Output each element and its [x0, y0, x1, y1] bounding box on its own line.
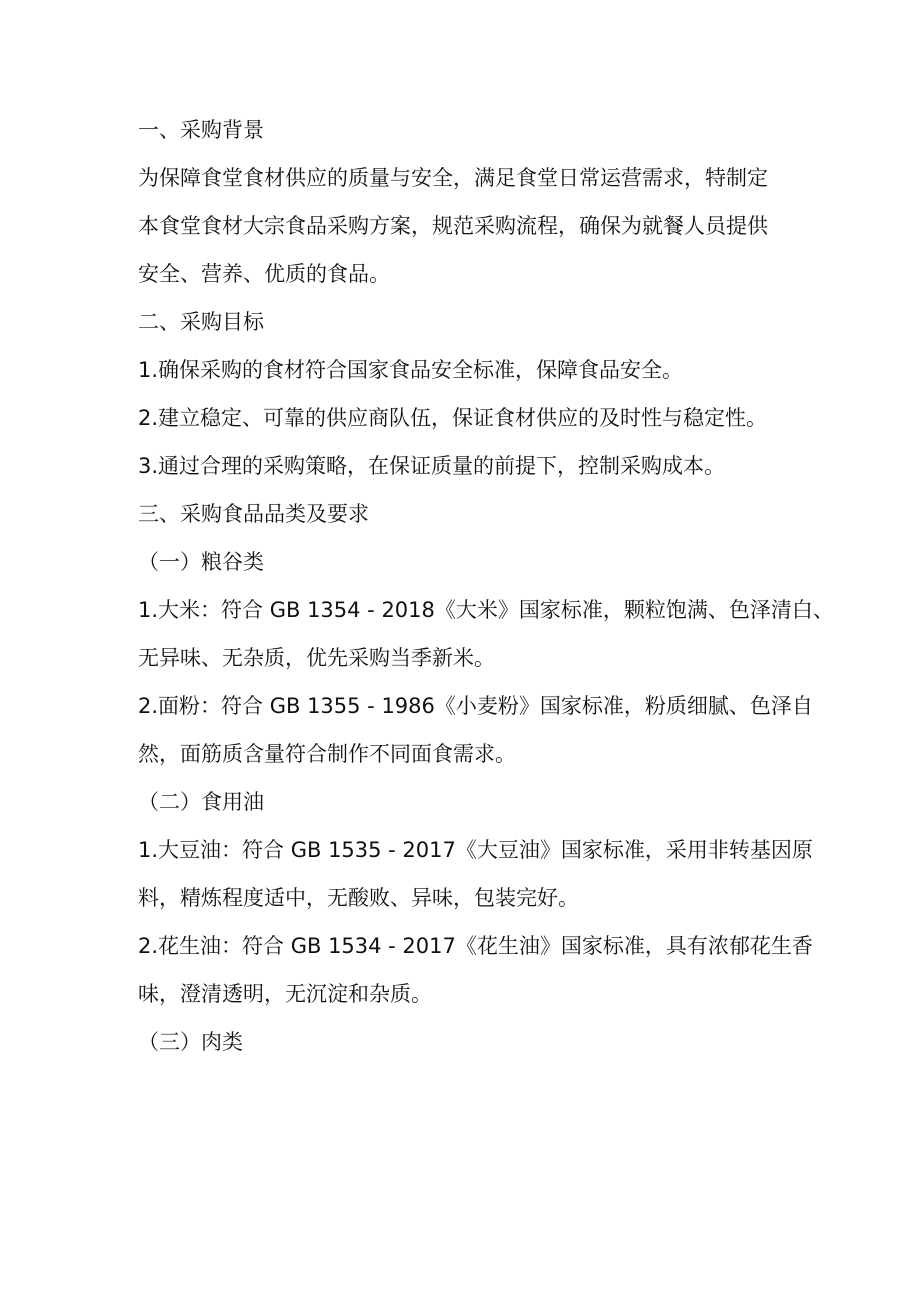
- paragraph-line: 为保障食堂食材供应的质量与安全，满足食堂日常运营需求，特制定: [138, 166, 768, 190]
- section-heading-background: 一、采购背景: [138, 118, 264, 142]
- section-heading-goals: 二、采购目标: [138, 310, 264, 334]
- section-heading-categories: 三、采购食品品类及要求: [138, 502, 369, 526]
- subheading-oil: （二）食用油: [138, 790, 264, 814]
- peanut-oil-requirement-line: 味，澄清透明，无沉淀和杂质。: [138, 982, 432, 1006]
- flour-requirement-line: 2.面粉：符合 GB 1355 - 1986《小麦粉》国家标准，粉质细腻、色泽自: [138, 694, 813, 718]
- goal-item-2: 2.建立稳定、可靠的供应商队伍，保证食材供应的及时性与稳定性。: [138, 406, 768, 430]
- goal-item-3: 3.通过合理的采购策略，在保证质量的前提下，控制采购成本。: [138, 454, 726, 478]
- paragraph-line: 本食堂食材大宗食品采购方案，规范采购流程，确保为就餐人员提供: [138, 214, 768, 238]
- soybean-oil-requirement-line: 料，精炼程度适中，无酸败、异味，包装完好。: [138, 886, 579, 910]
- rice-requirement-line: 1.大米：符合 GB 1354 - 2018《大米》国家标准，颗粒饱满、色泽清白、: [138, 598, 834, 622]
- peanut-oil-requirement-line: 2.花生油：符合 GB 1534 - 2017《花生油》国家标准，具有浓郁花生香: [138, 934, 813, 958]
- subheading-grains: （一）粮谷类: [138, 550, 264, 574]
- subheading-meat: （三）肉类: [138, 1030, 243, 1054]
- soybean-oil-requirement-line: 1.大豆油：符合 GB 1535 - 2017《大豆油》国家标准，采用非转基因原: [138, 838, 813, 862]
- paragraph-line: 安全、营养、优质的食品。: [138, 262, 390, 286]
- document-body: [138, 116, 834, 1076]
- goal-item-1: 1.确保采购的食材符合国家食品安全标准，保障食品安全。: [138, 358, 684, 382]
- rice-requirement-line: 无异味、无杂质，优先采购当季新米。: [138, 646, 495, 670]
- flour-requirement-line: 然，面筋质含量符合制作不同面食需求。: [138, 742, 516, 766]
